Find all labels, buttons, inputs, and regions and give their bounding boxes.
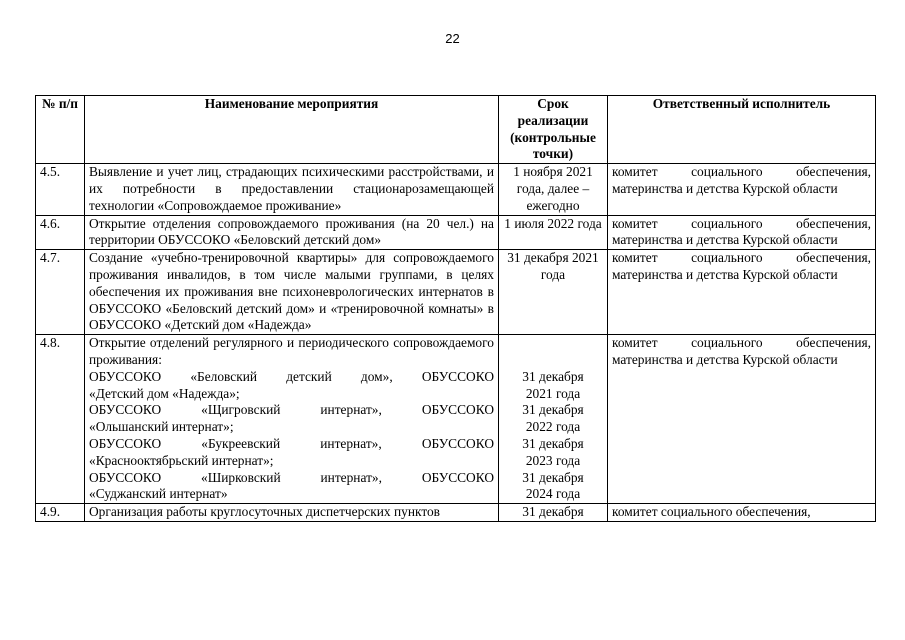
row-deadline: 1 июля 2022 года	[499, 215, 608, 250]
row-name-intro: Открытие отделений регулярного и периодического сопровождаемого проживания:	[89, 335, 494, 367]
row-name: Открытие отделения сопровождаемого проживания (на 20 чел.) на территории ОБУССОКО «Беловский детский дом»	[85, 215, 499, 250]
row-responsible: комитет социального обеспечения, материнства и детства Курской области	[608, 335, 876, 504]
row-name	[85, 335, 499, 504]
deadline-item: 31 декабря	[522, 368, 584, 384]
list-item: «Ольшанский интернат»;	[89, 419, 234, 435]
row-responsible: комитет социального обеспечения, материнства и детства Курской области	[608, 215, 876, 250]
list-item: «Детский дом «Надежда»;	[89, 385, 240, 401]
table-row	[36, 164, 876, 215]
list-item: ОБУССОКО «Беловский детский дом», ОБУССОКО	[89, 368, 494, 384]
row-deadline: 31 декабря 2021 года	[499, 250, 608, 335]
page-number: 22	[445, 31, 460, 46]
table-row	[36, 250, 876, 335]
row-responsible: комитет социального обеспечения,	[608, 504, 876, 522]
deadline-item: 2022 года	[525, 419, 581, 435]
list-item: «Краснооктябрьский интернат»;	[89, 452, 274, 468]
table-row	[36, 215, 876, 250]
row-num: 4.6.	[36, 215, 85, 250]
row-name: Организация работы круглосуточных диспетчерских пунктов	[85, 504, 499, 522]
table-row	[36, 335, 876, 504]
deadline-item: 2024 года	[525, 486, 581, 502]
header-responsible: Ответственный исполнитель	[608, 96, 876, 164]
header-num: № п/п	[36, 96, 85, 164]
deadline-item: 31 декабря	[522, 402, 584, 418]
row-num: 4.5.	[36, 164, 85, 215]
table-header-row	[36, 96, 876, 164]
row-num: 4.7.	[36, 250, 85, 335]
list-item: ОБУССОКО «Щигровский интернат», ОБУССОКО	[89, 402, 494, 418]
row-deadline: 1 ноября 2021 года, далее – ежегодно	[499, 164, 608, 215]
row-responsible: комитет социального обеспечения, материнства и детства Курской области	[608, 164, 876, 215]
list-item: «Суджанский интернат»	[89, 486, 228, 502]
row-num: 4.9.	[36, 504, 85, 522]
row-deadline: 31 декабря	[499, 504, 608, 522]
page-bottom-margin	[0, 561, 905, 640]
header-deadline: Срок реализации (контрольные точки)	[499, 96, 608, 164]
row-name: Выявление и учет лиц, страдающих психическими расстройствами, и их потребности в предоставлении стационарозамещающей технологии «Сопровождаемое проживание»	[85, 164, 499, 215]
list-item: ОБУССОКО «Ширковский интернат», ОБУССОКО	[89, 469, 494, 485]
row-name: Создание «учебно-тренировочной квартиры» для сопровождаемого проживания инвалидов, в том числе малыми группами, в целях обеспечения их проживания вне психоневрологических интернатов в ОБУССОКО «Беловский детский дом» и «тренировочной комнаты» в ОБУССОКО «Детский дом «Надежда»	[85, 250, 499, 335]
deadline-item: 31 декабря	[522, 469, 584, 485]
list-item: ОБУССОКО «Букреевский интернат», ОБУССОКО	[89, 435, 494, 451]
table-row	[36, 504, 876, 522]
row-num: 4.8.	[36, 335, 85, 504]
measures-table	[35, 95, 876, 522]
deadline-item: 2023 года	[525, 452, 581, 468]
deadline-item: 31 декабря	[522, 435, 584, 451]
row-responsible: комитет социального обеспечения, материнства и детства Курской области	[608, 250, 876, 335]
header-name: Наименование мероприятия	[85, 96, 499, 164]
row-deadline	[499, 335, 608, 504]
deadline-item: 2021 года	[525, 385, 581, 401]
